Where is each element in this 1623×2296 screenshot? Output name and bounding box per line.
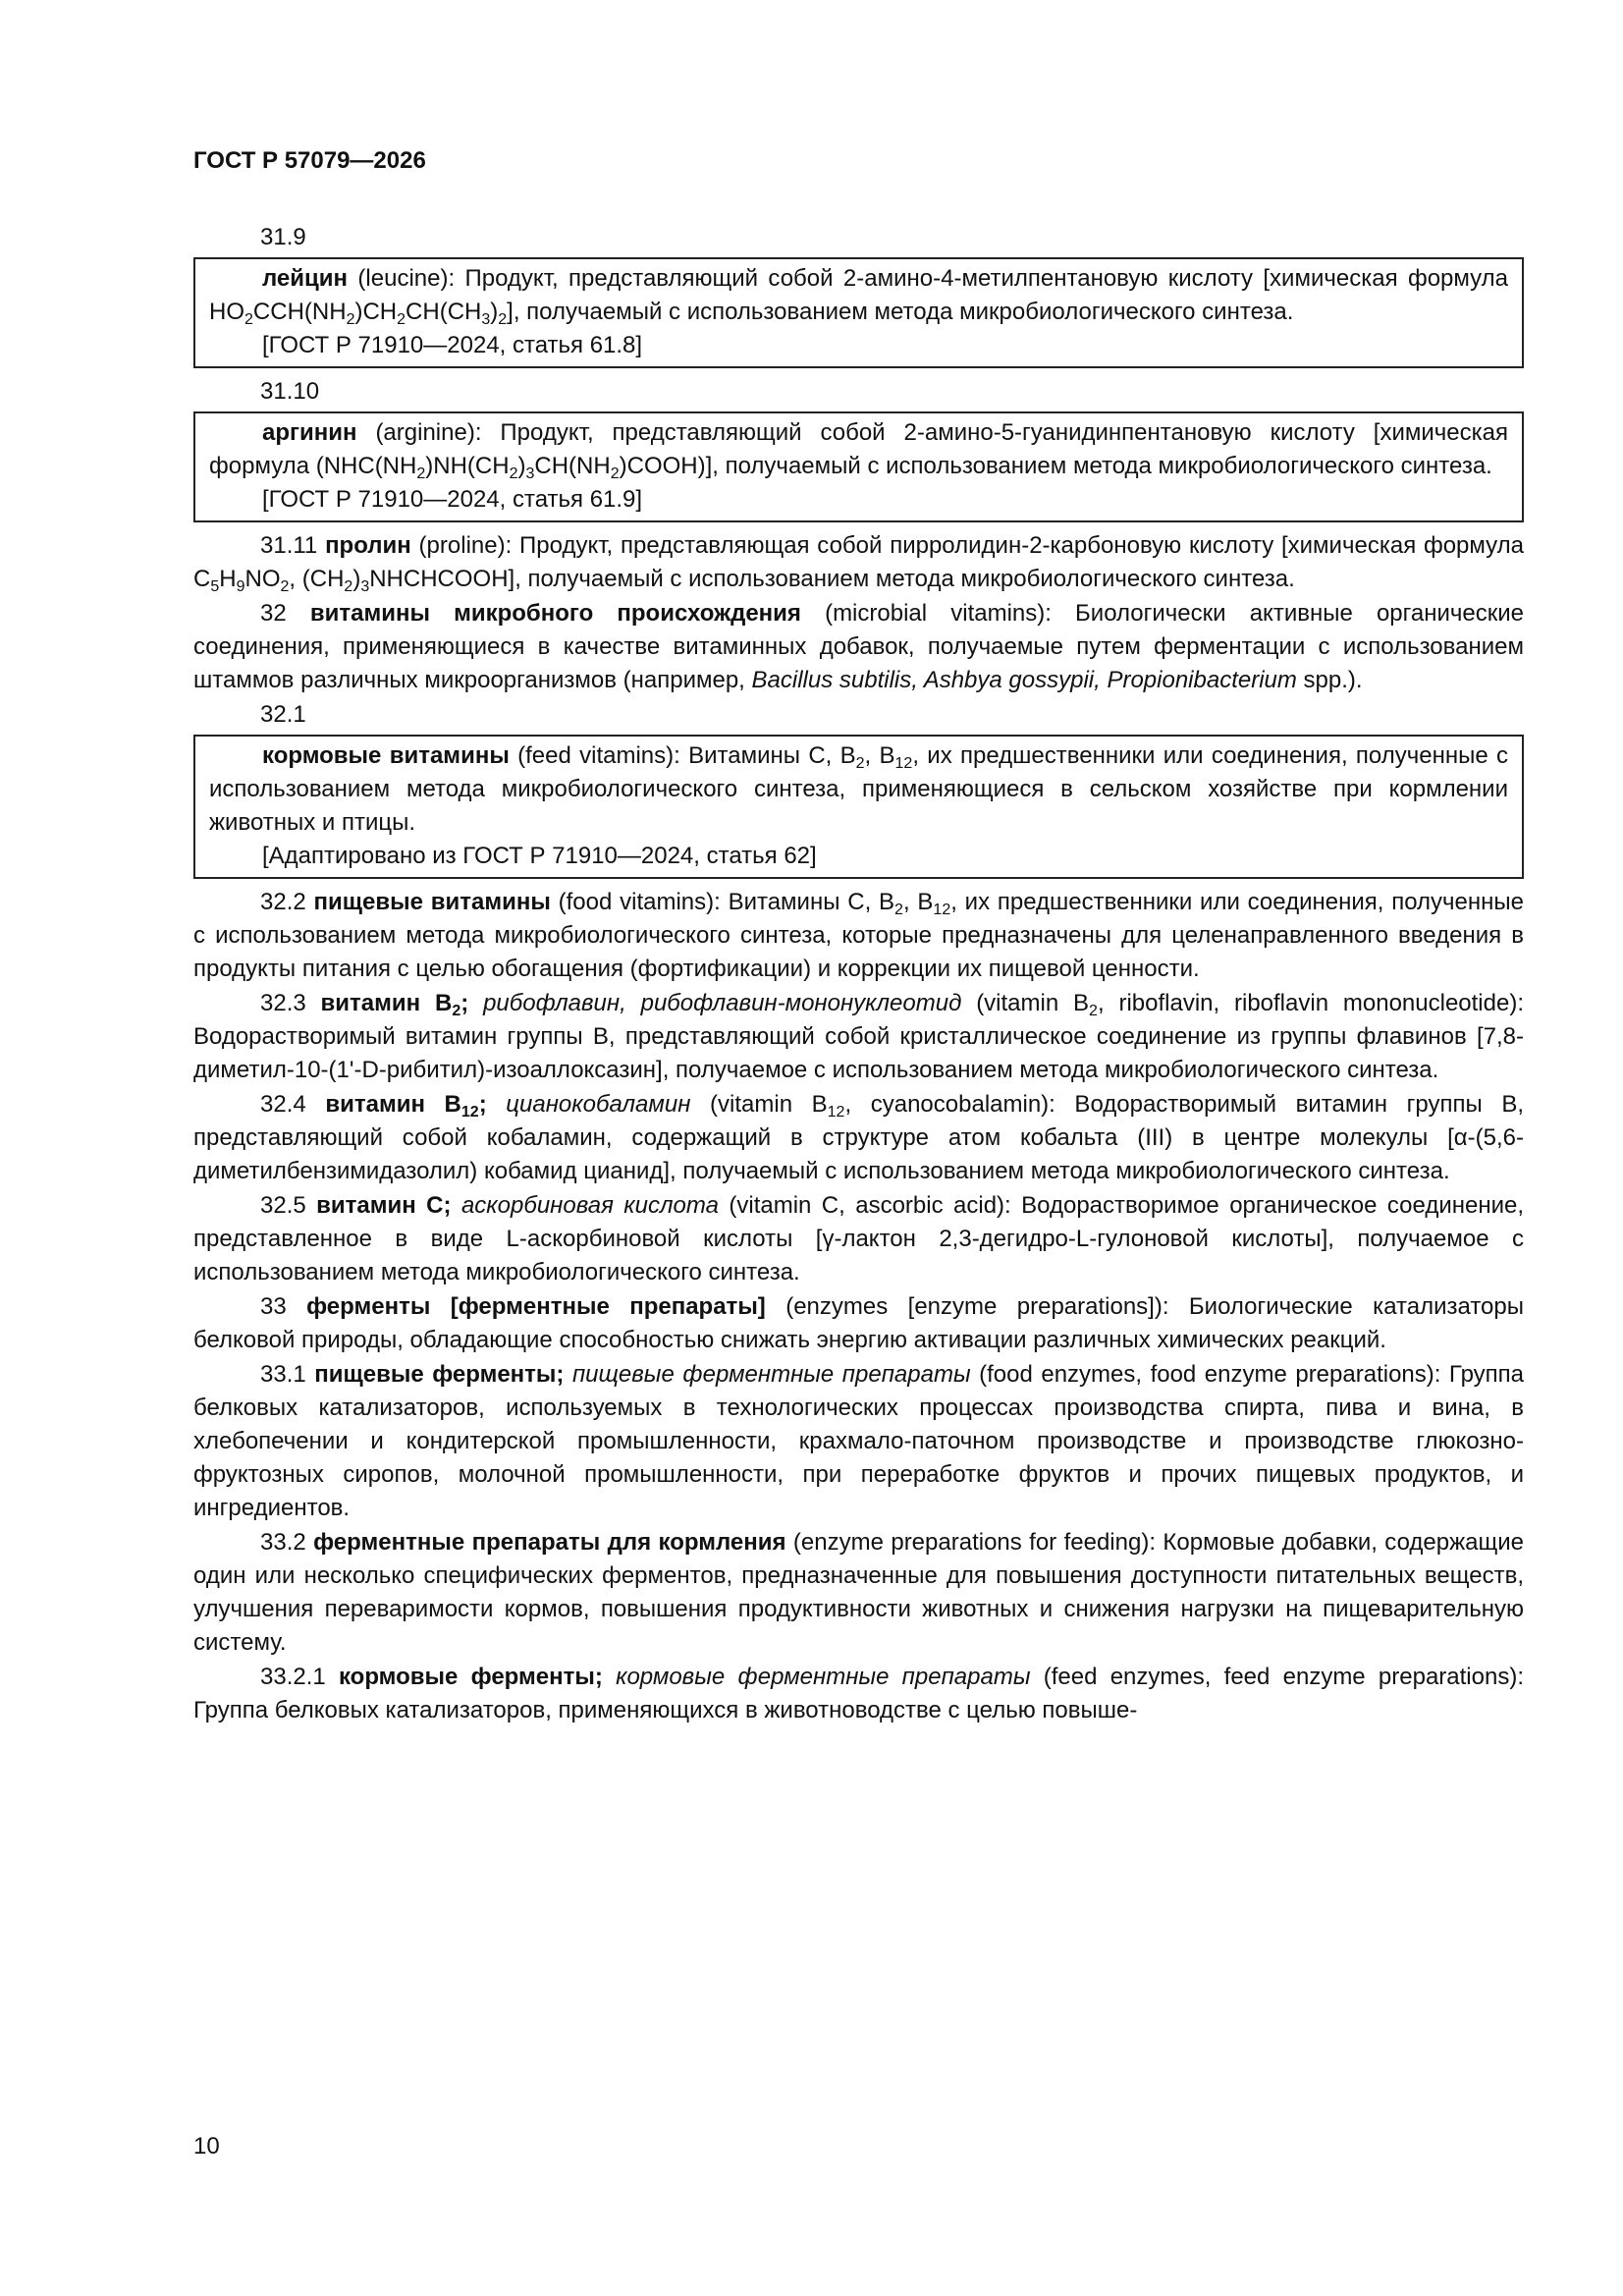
term-definition-33-2: 33.2 ферментные препараты для кормления (enzyme preparations for feeding): Кормовые добавки, содержащие один или несколько специфических ферментов, предназначенные для повышения доступности питательных веществ, улучшения переваримости кормов, повышения продуктивности животных и снижения нагрузки на пищеварительную систему. [193, 1529, 1524, 1656]
term-definition-31-9: лейцин (leucine): Продукт, представляющий собой 2-амино-4-метилпентановую кислоту [химическая формула $HO_2CCH(NH_2)CH_2CH(CH_3)_2$], получаемый с использованием метода микробиологического синтеза. [209, 265, 1508, 328]
term-name: витамин $В_{12}$; [325, 1091, 487, 1121]
term-definition-33-1: 33.1 пищевые ферменты; пищевые ферментные препараты (food enzymes, food enzyme preparations): Группа белковых катализаторов, используемых в технологических процессах производства спирта, пива и вина, в хлебопечении и кондитерской промышленности, крахмало-паточном производстве и производстве глюкозно-фруктозных сиропов, молочной промышленности, при переработке фруктов и прочих пищевых продуктов, и ингредиентов. [193, 1361, 1525, 1521]
term-number-31-10: 31.10 [260, 378, 320, 405]
term-name: лейцин [262, 265, 349, 292]
document-header: ГОСТ Р 57079—2026 [193, 147, 426, 174]
term-definition-32-3: 32.3 витамин $В_2$; рибофлавин, рибофлавин-мононуклеотид (vitamin $B_2$, riboflavin, riboflavin mononucleotide): Водорастворимый витамин группы В, представляющий собой кристаллическое соединение из группы флавинов [7,8-диметил-10-(1'-D-рибитил)-изоаллоксазин], получаемое с использованием метода микробиологического синтеза. [193, 990, 1524, 1083]
term-definition-32-1: кормовые витамины (feed vitamins): Витамины С, $В_2$, $В_{12}$, их предшественники или соединения, полученные с использованием метода микробиологического синтеза, применяющиеся в сельском хозяйстве при кормлении животных и птицы. [209, 742, 1509, 836]
term-definition-32-5: 32.5 витамин С; аскорбиновая кислота (vitamin C, ascorbic acid): Водорастворимое органическое соединение, представленное в виде L-аскорбиновой кислоты [γ-лактон 2,3-дегидро-L-гулоновой кислоты], получаемое с использованием метода микробиологического синтеза. [193, 1192, 1525, 1285]
term-name: пищевые витамины [313, 889, 551, 915]
term-name: пищевые ферменты; [314, 1361, 565, 1388]
term-definition-31-11: 31.11 пролин (proline): Продукт, представляющая собой пирролидин-2-карбоновую кислоту [химическая формула $C_5H_9NO_2$, $(CH_2)_3NHCHCOOH$], получаемый с использованием метода микробиологического синтеза. [193, 532, 1524, 595]
term-definition-32-2: 32.2 пищевые витамины (food vitamins): Витамины С, $В_2$, $В_{12}$, их предшественники или соединения, полученные с использованием метода микробиологического синтеза, которые предназначены для целенаправленного введения в продукты питания с целью обогащения (фортификации) и коррекции их пищевой ценности. [193, 889, 1524, 982]
term-synonym: пищевые ферментные препараты [564, 1361, 971, 1388]
term-name: ферментные препараты для кормления [313, 1529, 786, 1556]
term-source-32-1: [Адаптировано из ГОСТ Р 71910—2024, статья 62] [262, 843, 817, 869]
quoted-term-box-31-10 [193, 411, 1524, 522]
term-name: пролин [325, 532, 411, 559]
term-name: ферменты [ферментные препараты] [306, 1293, 766, 1320]
page-number: 10 [193, 2133, 220, 2159]
term-number-31-9: 31.9 [260, 224, 306, 250]
term-synonym: кормовые ферментные препараты [602, 1664, 1031, 1690]
term-definition-31-10: аргинин (arginine): Продукт, представляющий собой 2-амино-5-гуанидинпентановую кислоту [химическая формула $(NHC(NH_2)NH(CH_2)_3CH(NH_2)COOH)$], получаемый с использованием метода микробиологического синтеза. [209, 419, 1508, 482]
term-synonym: рибофлавин, рибофлавин-мононуклеотид [468, 990, 962, 1016]
quoted-term-box-32-1 [193, 735, 1524, 879]
term-definition-32: 32 витамины микробного происхождения (microbial vitamins): Биологически активные органические соединения, применяющиеся в качестве витаминных добавок, получаемые путем ферментации с использованием штаммов различных микроорганизмов (например, Bacillus subtilis, Ashbya gossypii, Propionibacterium spp.). [193, 600, 1524, 693]
term-name: кормовые ферменты; [338, 1664, 603, 1690]
document-body [193, 221, 1524, 1727]
term-definition-33: 33 ферменты [ферментные препараты] (enzymes [enzyme preparations]): Биологические катализаторы белковой природы, обладающие способностью снижать энергию активации различных химических реакций. [193, 1293, 1525, 1353]
term-name: витамины микробного происхождения [309, 600, 801, 627]
term-synonym: цианокобаламин [486, 1091, 691, 1118]
term-source-31-10: [ГОСТ Р 71910—2024, статья 61.9] [262, 486, 643, 513]
term-name: витамин С; [316, 1192, 452, 1219]
quoted-term-box-31-9 [193, 257, 1524, 368]
term-source-31-9: [ГОСТ Р 71910—2024, статья 61.8] [262, 332, 643, 358]
term-name: витамин $В_2$; [320, 990, 469, 1019]
term-name: кормовые витамины [262, 742, 510, 769]
term-definition-32-4: 32.4 витамин $В_{12}$; цианокобаламин (vitamin $B_{12}$, cyanocobalamin): Водорастворимый витамин группы В, представляющий собой кобаламин, содержащий в структуре атом кобальта (III) в центре молекулы [α-(5,6-диметилбензимидазолил) кобамид цианид], получаемый с использованием метода микробиологического синтеза. [193, 1091, 1524, 1184]
term-number-32-1: 32.1 [260, 701, 306, 728]
term-definition-33-2-1: 33.2.1 кормовые ферменты; кормовые ферментные препараты (feed enzymes, feed enzyme preparations): Группа белковых катализаторов, применяющихся в животноводстве с целью повыше- [193, 1664, 1524, 1723]
term-synonym: аскорбиновая кислота [451, 1192, 719, 1219]
term-name: аргинин [262, 419, 357, 446]
